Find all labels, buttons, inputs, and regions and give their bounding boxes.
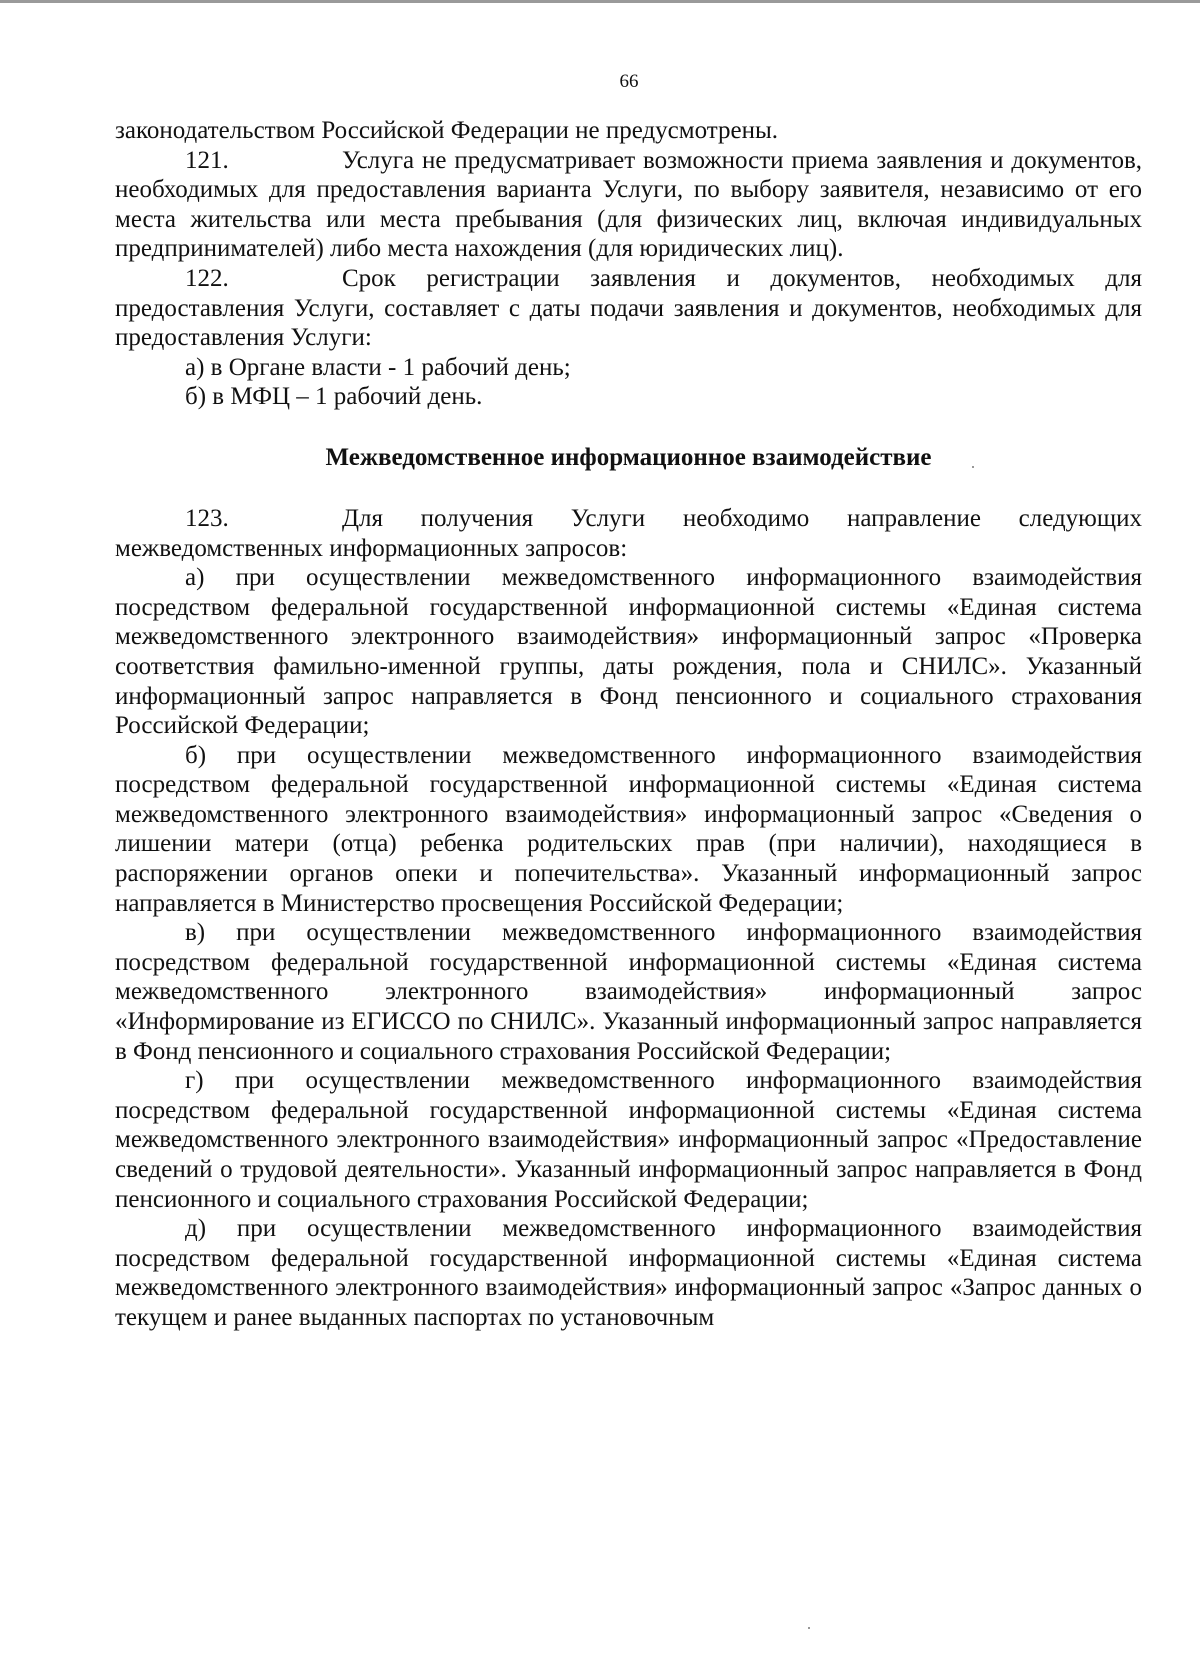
scan-speck bbox=[808, 1627, 810, 1629]
list-item-123-g: г) при осуществлении межведомственного информационного взаимодействия посредством федеральной государственной информационной системы «Единая система межведомственного электронного взаимодействия» информационный запрос «Предоставление сведений о трудовой деятельности». Указанный информационный запрос направляется в Фонд пенсионного и социального страхования Российской Федерации; bbox=[115, 1067, 1142, 1213]
list-item-123-d: д) при осуществлении межведомственного информационного взаимодействия посредством федеральной государственной информационной системы «Единая система межведомственного электронного взаимодействия» информационный запрос «Запрос данных о текущем и ранее выданных паспортах по установочным bbox=[115, 1215, 1142, 1331]
paragraph-intro: законодательством Российской Федерации не предусмотрены. bbox=[115, 117, 779, 144]
paragraph-number: 123. bbox=[185, 504, 229, 532]
list-item-122-a: а) в Органе власти - 1 рабочий день; bbox=[185, 353, 571, 381]
document-body bbox=[115, 116, 1142, 1333]
scan-speck bbox=[972, 466, 974, 468]
page-number: 66 bbox=[619, 71, 639, 92]
paragraph-number: 121. bbox=[185, 146, 229, 174]
scan-top-edge bbox=[0, 0, 1200, 3]
paragraph-122 bbox=[115, 264, 1142, 353]
paragraph-text: Для получения Услуги необходимо направление следующих межведомственных информационных запросов: bbox=[115, 504, 1142, 562]
paragraph-text: Услуга не предусматривает возможности приема заявления и документов, необходимых для предоставления варианта Услуги, по выбору заявителя, независимо от его места жительства или места пребывания (для физических лиц, включая индивидуальных предпринимателей) либо места нахождения (для юридических лиц). bbox=[115, 146, 1142, 263]
paragraph-number: 122. bbox=[185, 264, 229, 292]
list-item-123-a: а) при осуществлении межведомственного информационного взаимодействия посредством федеральной государственной информационной системы «Единая система межведомственного электронного взаимодействия» информационный запрос «Проверка соответствия фамильно-именной группы, даты рождения, пола и СНИЛС». Указанный информационный запрос направляется в Фонд пенсионного и социального страхования Российской Федерации; bbox=[115, 564, 1142, 740]
list-item-123-v: в) при осуществлении межведомственного информационного взаимодействия посредством федеральной государственной информационной системы «Единая система межведомственного электронного взаимодействия» информационный запрос «Информирование из ЕГИССО по СНИЛС». Указанный информационный запрос направляется в Фонд пенсионного и социального страхования Российской Федерации; bbox=[115, 919, 1142, 1065]
section-heading: Межведомственное информационное взаимодействие bbox=[325, 443, 932, 471]
paragraph-text: Срок регистрации заявления и документов, необходимых для предоставления Услуги, составляет с даты подачи заявления и документов, необходимых для предоставления Услуги: bbox=[115, 264, 1142, 352]
paragraph-121 bbox=[115, 146, 1142, 264]
list-item-123-b: б) при осуществлении межведомственного информационного взаимодействия посредством федеральной государственной информационной системы «Единая система межведомственного электронного взаимодействия» информационный запрос «Сведения о лишении матери (отца) ребенка родительских прав (при наличии), находящиеся в распоряжении органов опеки и попечительства». Указанный информационный запрос направляется в Министерство просвещения Российской Федерации; bbox=[115, 741, 1142, 917]
list-item-122-b: б) в МФЦ – 1 рабочий день. bbox=[185, 383, 483, 411]
paragraph-123 bbox=[115, 504, 1142, 563]
